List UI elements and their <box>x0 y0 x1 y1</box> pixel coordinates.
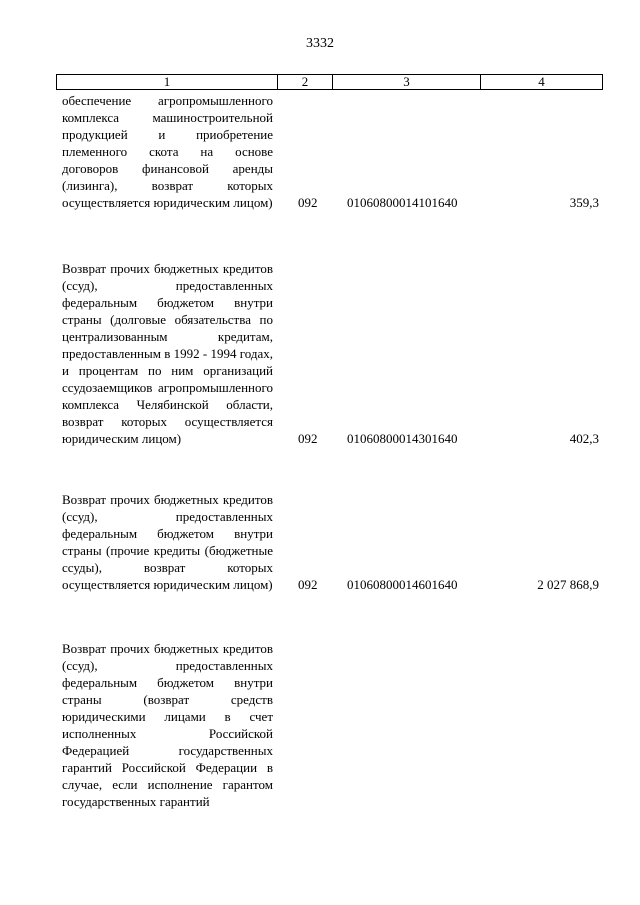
row-budget-code: 01060800014601640 <box>347 577 458 592</box>
table-row <box>62 260 603 447</box>
table-header <box>56 74 603 90</box>
row-amount: 2 027 868,9 <box>537 577 599 592</box>
row-description: Возврат прочих бюджетных кредитов (ссуд), предоставленных федеральным бюджетом внутри страны (возврат средств юридическими лицами в счет исполненных Российской Федерацией государственных гарантий Российской Федерации в случае, если исполнение гарантом государственных гарантий <box>62 641 273 809</box>
row-description: Возврат прочих бюджетных кредитов (ссуд), предоставленных федеральным бюджетом внутри страны (долговые обязательства по централизованным кредитам, предоставленным в 1992 - 1994 годах, и процентам по ним организаций ссудозаемщиков агропромышленного комплекса Челябинской области, возврат которых осуществляется юридическим лицом) <box>62 261 273 446</box>
column-header-1: 1 <box>57 75 278 89</box>
column-header-3: 3 <box>333 75 481 89</box>
page-number: 3332 <box>306 36 334 51</box>
column-header-2: 2 <box>278 75 333 89</box>
row-description: Возврат прочих бюджетных кредитов (ссуд), предоставленных федеральным бюджетом внутри страны (прочие кредиты (бюджетные ссуды), возврат которых осуществляется юридическим лицом) <box>62 492 273 592</box>
column-header-4: 4 <box>538 74 545 89</box>
row-budget-code: 01060800014101640 <box>347 195 458 210</box>
table-row <box>62 640 603 810</box>
row-admin-code: 092 <box>298 195 318 210</box>
row-admin-code: 092 <box>298 577 318 592</box>
row-amount: 359,3 <box>569 195 599 210</box>
table-row <box>62 92 603 211</box>
row-admin-code: 092 <box>298 431 318 446</box>
row-budget-code: 01060800014301640 <box>347 431 458 446</box>
row-amount: 402,3 <box>569 431 599 446</box>
row-description: обеспечение агропромышленного комплекса машиностроительной продукцией и приобретение племенного скота на основе договоров финансовой аренды (лизинга), возврат которых осуществляется юридическим лицом) <box>62 93 273 210</box>
table-row <box>62 491 603 593</box>
